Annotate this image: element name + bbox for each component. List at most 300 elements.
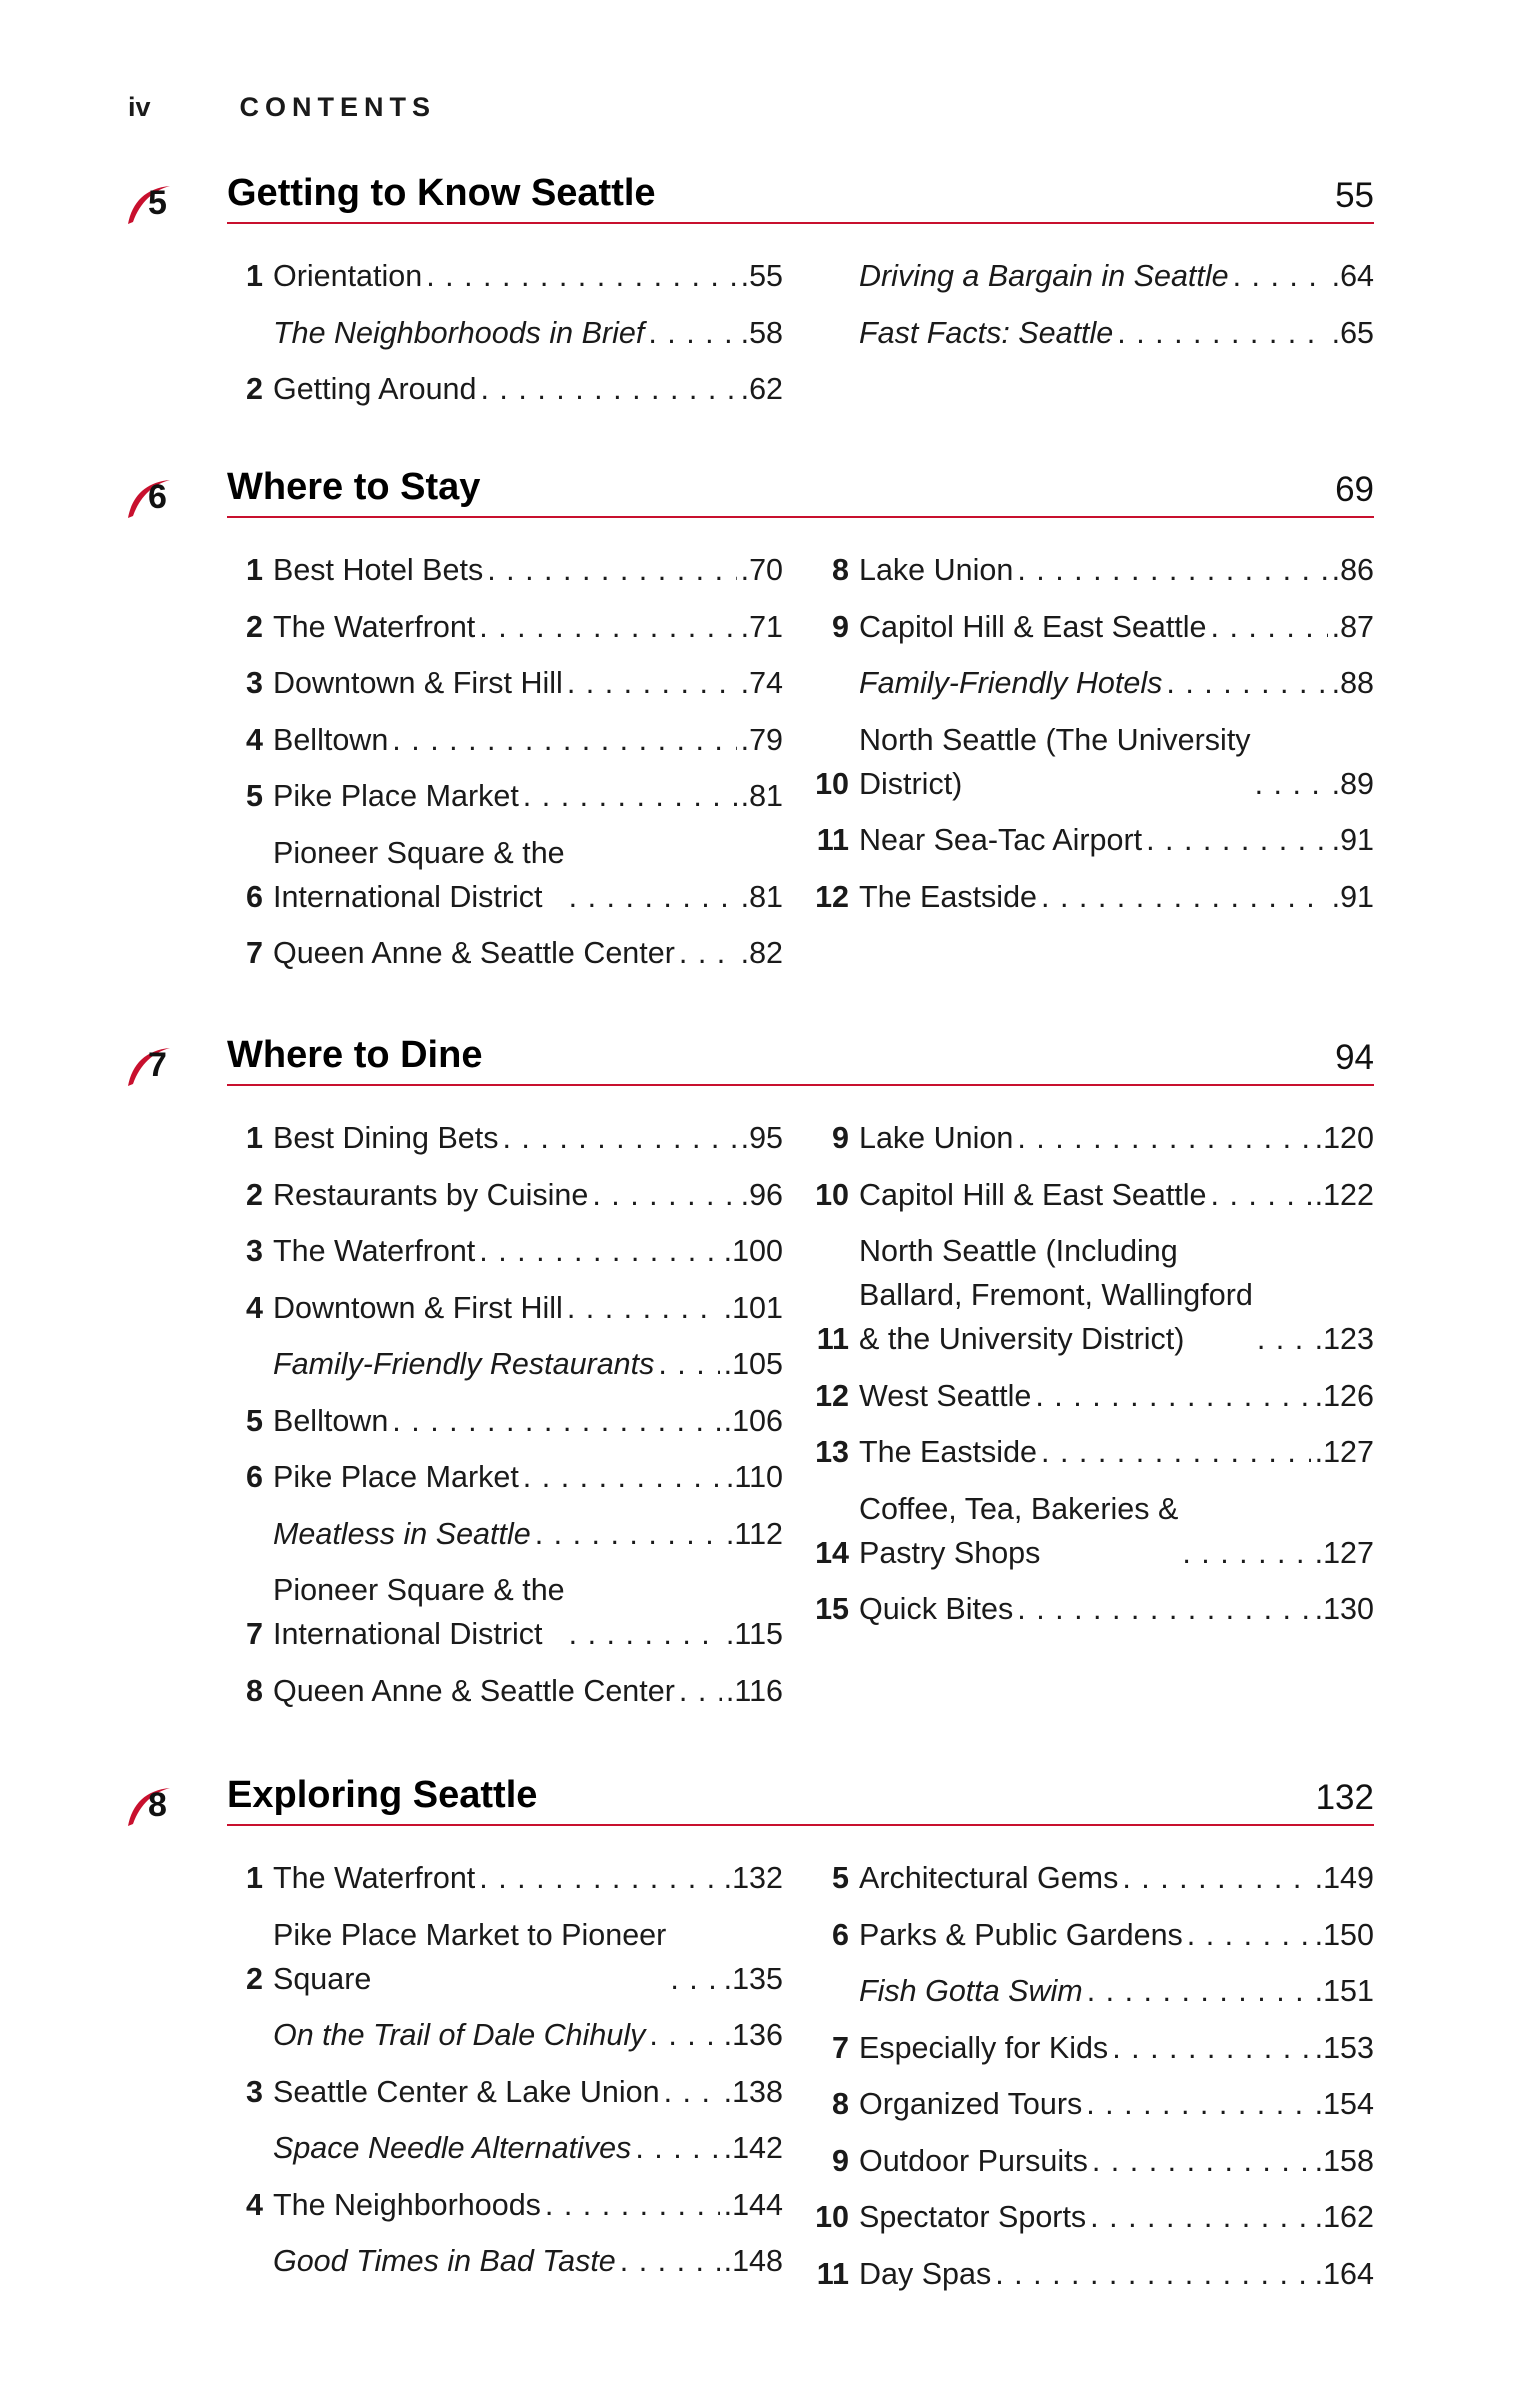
dot-leader	[1187, 1913, 1311, 1957]
entry-body	[273, 2239, 783, 2283]
entry-label: Near Sea-Tac Airport	[859, 823, 1143, 857]
entry-label: Organized Tours	[859, 2087, 1083, 2121]
dot-leader	[569, 1612, 722, 1656]
entry-label: Coffee, Tea, Bakeries & Pastry Shops	[859, 1491, 1179, 1570]
entry-number: 4	[246, 722, 263, 757]
entry-number: 12	[815, 1378, 849, 1413]
entry-body	[273, 1568, 783, 1656]
entry-number: 7	[246, 1617, 263, 1651]
toc-entry[interactable]	[227, 367, 783, 411]
toc-entry[interactable]	[813, 1587, 1374, 1631]
toc-entry[interactable]	[227, 1455, 783, 1499]
entry-body	[859, 2252, 1374, 2296]
chapter-number: 7	[148, 1046, 167, 1084]
toc-entry[interactable]	[813, 605, 1374, 649]
entry-number: 13	[815, 1435, 849, 1469]
dot-leader	[1090, 2195, 1310, 2239]
entry-body	[273, 1669, 783, 1713]
entry-label: Spectator Sports	[859, 2200, 1087, 2234]
toc-entry[interactable]	[813, 818, 1374, 862]
dot-leader	[567, 1286, 720, 1330]
entry-label: Outdoor Pursuits	[859, 2143, 1088, 2178]
dot-leader	[1041, 1430, 1311, 1474]
entry-number: 6	[246, 1460, 263, 1494]
toc-entry[interactable]	[813, 875, 1374, 919]
dot-leader	[523, 774, 737, 818]
toc-entry[interactable]	[813, 2252, 1374, 2296]
entry-label: Especially for Kids	[859, 2030, 1109, 2065]
entry-page-number: .153	[1314, 2030, 1374, 2065]
entry-label: Meatless in Seattle	[273, 1516, 531, 1551]
entry-number: 3	[246, 2074, 263, 2109]
toc-sidebar-entry[interactable]	[227, 1342, 783, 1386]
entry-body	[859, 2082, 1374, 2126]
chapter-number: 8	[148, 1786, 167, 1824]
entry-number: 9	[832, 1121, 849, 1155]
dot-leader	[1017, 548, 1327, 592]
toc-column-right	[813, 254, 1374, 424]
entry-page-number: .71	[740, 609, 783, 644]
toc-columns	[227, 254, 1374, 424]
toc-entry[interactable]	[227, 254, 783, 298]
toc-sidebar-entry[interactable]	[227, 311, 783, 355]
entry-label: Capitol Hill & East Seattle	[859, 609, 1207, 644]
entry-label: The Waterfront	[273, 609, 476, 644]
entry-label: Belltown	[273, 722, 389, 757]
dot-leader	[480, 367, 736, 411]
toc-entry[interactable]	[227, 1399, 783, 1443]
toc-entry[interactable]	[813, 1173, 1374, 1217]
entry-number: 4	[246, 2187, 263, 2222]
entry-label: Downtown & First Hill	[273, 1290, 563, 1325]
toc-sidebar-entry[interactable]	[813, 311, 1374, 355]
entry-label: The Waterfront	[273, 1234, 476, 1268]
entry-page-number: .127	[1314, 1535, 1374, 1570]
toc-entry[interactable]	[227, 931, 783, 975]
entry-body	[859, 1374, 1374, 1418]
dot-leader	[1112, 2026, 1310, 2070]
chapter-number: 5	[148, 184, 167, 222]
entry-number: 6	[832, 1917, 849, 1952]
chapter-title[interactable]: Getting to Know Seattle	[227, 172, 656, 214]
entry-label: Family-Friendly Restaurants	[273, 1347, 655, 1381]
dot-leader	[1117, 311, 1327, 355]
entry-body	[859, 1487, 1374, 1575]
chapter-title[interactable]: Where to Dine	[227, 1034, 483, 1076]
entry-label: Good Times in Bad Taste	[273, 2244, 616, 2278]
entry-body	[859, 1969, 1374, 2013]
entry-body	[273, 2070, 783, 2114]
entry-page-number: .105	[723, 1347, 783, 1381]
toc-entry[interactable]	[227, 605, 783, 649]
entry-label: Architectural Gems	[859, 1861, 1119, 1895]
entry-body	[859, 548, 1374, 592]
entry-page-number: .162	[1314, 2200, 1374, 2234]
dot-leader	[1211, 1173, 1311, 1217]
entry-body	[273, 2126, 783, 2170]
chapter-5-section	[124, 168, 1374, 424]
entry-body	[859, 605, 1374, 649]
toc-column-left	[227, 1856, 783, 2308]
entry-number: 10	[815, 766, 849, 801]
entry-number: 2	[246, 609, 263, 644]
toc-columns	[227, 548, 1374, 988]
entry-label: Pike Place Market	[273, 1460, 519, 1494]
entry-body	[859, 1856, 1374, 1900]
entry-number: 8	[832, 2087, 849, 2121]
entry-page-number: .144	[723, 2187, 783, 2222]
entry-page-number: .150	[1314, 1917, 1374, 1952]
entry-page-number: .55	[740, 259, 783, 293]
entry-page-number: .70	[740, 553, 783, 587]
chapter-page-number: 69	[1335, 470, 1374, 509]
dot-leader	[1122, 1856, 1310, 1900]
entry-label: The Neighborhoods	[273, 2187, 541, 2222]
entry-number: 11	[816, 1322, 849, 1356]
dot-leader	[1017, 1587, 1310, 1631]
toc-entry[interactable]	[227, 1669, 783, 1713]
entry-body	[273, 718, 783, 762]
entry-page-number: .100	[723, 1234, 783, 1268]
entry-label: Space Needle Alternatives	[273, 2131, 632, 2165]
toc-entry[interactable]	[227, 661, 783, 705]
toc-columns	[227, 1116, 1374, 1725]
entry-page-number: .138	[723, 2074, 783, 2109]
dot-leader	[479, 1856, 719, 1900]
entry-label: North Seattle (Including Ballard, Fremont, Wallingford & the University District)	[859, 1234, 1253, 1356]
entry-body	[273, 605, 783, 649]
toc-sidebar-entry[interactable]	[813, 661, 1374, 705]
toc-entry[interactable]	[227, 1173, 783, 1217]
entry-body	[273, 1173, 783, 1217]
toc-entry[interactable]	[227, 2070, 783, 2114]
entry-page-number: .91	[1331, 823, 1374, 857]
entry-body	[273, 774, 783, 818]
dot-leader	[1041, 875, 1328, 919]
entry-page-number: .126	[1314, 1378, 1374, 1413]
chapter-header	[124, 1030, 1374, 1096]
toc-sidebar-entry[interactable]	[227, 1512, 783, 1556]
entry-label: Getting Around	[273, 372, 477, 406]
dot-leader	[995, 2252, 1310, 2296]
entry-body	[273, 1116, 783, 1160]
entry-body	[859, 254, 1374, 298]
dot-leader	[426, 254, 736, 298]
dot-leader	[1035, 1374, 1310, 1418]
toc-sidebar-entry[interactable]	[227, 2013, 783, 2057]
entry-page-number: .95	[740, 1121, 783, 1155]
dot-leader	[1233, 254, 1328, 298]
toc-column-left	[227, 548, 783, 988]
entry-label: Seattle Center & Lake Union	[273, 2074, 660, 2109]
toc-entry[interactable]	[227, 831, 783, 919]
chapter-title[interactable]: Where to Stay	[227, 466, 481, 508]
entry-label: Orientation	[273, 259, 423, 293]
entry-page-number: .115	[725, 1617, 783, 1651]
dot-leader	[635, 2126, 719, 2170]
entry-body	[273, 831, 783, 919]
dot-leader	[670, 1957, 719, 2001]
entry-body	[273, 931, 783, 975]
toc-entry[interactable]	[227, 1913, 783, 2001]
entry-label: The Neighborhoods in Brief	[273, 315, 645, 350]
dot-leader	[523, 1455, 722, 1499]
dot-leader	[1146, 818, 1328, 862]
dot-leader	[487, 548, 736, 592]
chapter-header	[124, 1770, 1374, 1836]
dot-leader	[658, 1342, 719, 1386]
entry-number: 2	[246, 1961, 263, 1996]
entry-page-number: .81	[740, 779, 783, 813]
toc-entry[interactable]	[227, 774, 783, 818]
dot-leader	[620, 2239, 720, 2283]
toc-columns	[227, 1856, 1374, 2308]
entry-body	[859, 2139, 1374, 2183]
entry-page-number: .82	[740, 936, 783, 970]
entry-label: Quick Bites	[859, 1592, 1014, 1626]
entry-page-number: .87	[1331, 609, 1374, 644]
entry-label: Queen Anne & Seattle Center	[273, 936, 675, 970]
entry-body	[273, 1229, 783, 1273]
entry-label: Lake Union	[859, 1121, 1014, 1155]
entry-number: 15	[815, 1592, 849, 1626]
chapter-page-number: 132	[1315, 1778, 1374, 1817]
chapter-page-number: 94	[1335, 1038, 1374, 1077]
entry-page-number: .79	[740, 722, 783, 757]
entry-body	[273, 2183, 783, 2227]
chapter-page-number: 55	[1335, 176, 1374, 215]
dot-leader	[1086, 2082, 1310, 2126]
toc-entry[interactable]	[813, 1374, 1374, 1418]
entry-body	[273, 1286, 783, 1330]
toc-column-right	[813, 548, 1374, 988]
toc-entry[interactable]	[227, 1286, 783, 1330]
toc-entry[interactable]	[227, 718, 783, 762]
toc-entry[interactable]	[813, 1229, 1374, 1361]
toc-sidebar-entry[interactable]	[813, 254, 1374, 298]
entry-page-number: .112	[725, 1516, 783, 1551]
entry-page-number: .64	[1331, 259, 1374, 293]
entry-page-number: .120	[1314, 1121, 1374, 1155]
chapter-rule	[227, 1084, 1374, 1086]
toc-entry[interactable]	[227, 2183, 783, 2227]
toc-sidebar-entry[interactable]	[227, 2126, 783, 2170]
entry-body	[273, 2013, 783, 2057]
entry-number: 12	[815, 879, 849, 914]
chapter-header	[124, 168, 1374, 234]
toc-column-left	[227, 1116, 783, 1725]
entry-body	[859, 1430, 1374, 1474]
entry-body	[859, 1587, 1374, 1631]
toc-entry[interactable]	[813, 1856, 1374, 1900]
entry-number: 5	[246, 1403, 263, 1438]
entry-number: 7	[246, 936, 263, 970]
toc-entry[interactable]	[813, 2139, 1374, 2183]
chapter-6-section	[124, 462, 1374, 988]
entry-body	[859, 875, 1374, 919]
toc-sidebar-entry[interactable]	[813, 1969, 1374, 2013]
entry-number: 10	[815, 1177, 849, 1212]
entry-body	[859, 1913, 1374, 1957]
dot-leader	[569, 875, 737, 919]
entry-page-number: .110	[725, 1460, 783, 1494]
dot-leader	[1087, 1969, 1311, 2013]
entry-label: North Seattle (The University District)	[859, 722, 1251, 801]
entry-label: Pike Place Market to Pioneer Square	[273, 1917, 667, 1996]
dot-leader	[592, 1173, 736, 1217]
entry-page-number: .149	[1314, 1861, 1374, 1895]
toc-entry[interactable]	[227, 1568, 783, 1656]
entry-number: 3	[246, 666, 263, 700]
toc-entry[interactable]	[227, 1229, 783, 1273]
entry-body	[273, 548, 783, 592]
toc-entry[interactable]	[813, 2026, 1374, 2070]
toc-entry[interactable]	[813, 2195, 1374, 2239]
chapter-rule	[227, 222, 1374, 224]
entry-page-number: .81	[740, 879, 783, 914]
dot-leader	[1166, 661, 1327, 705]
entry-number: 4	[246, 1290, 263, 1325]
toc-entry[interactable]	[227, 1116, 783, 1160]
chapter-rule	[227, 516, 1374, 518]
entry-number: 1	[246, 553, 263, 587]
toc-entry[interactable]	[813, 548, 1374, 592]
chapter-8-section	[124, 1770, 1374, 2308]
entry-label: The Eastside	[859, 879, 1038, 914]
entry-number: 5	[246, 779, 263, 813]
toc-entry[interactable]	[813, 2082, 1374, 2126]
entry-label: Fast Facts: Seattle	[859, 315, 1114, 350]
toc-entry[interactable]	[813, 1116, 1374, 1160]
entry-body	[859, 718, 1374, 806]
entry-label: Best Hotel Bets	[273, 553, 484, 587]
entry-body	[273, 661, 783, 705]
toc-column-left	[227, 254, 783, 424]
entry-page-number: .127	[1314, 1435, 1374, 1469]
toc-entry[interactable]	[813, 718, 1374, 806]
toc-column-right	[813, 1856, 1374, 2308]
entry-label: Pioneer Square & the International District	[273, 1573, 565, 1651]
entry-page-number: .101	[723, 1290, 783, 1325]
entry-page-number: .106	[723, 1403, 783, 1438]
entry-label: Restaurants by Cuisine	[273, 1177, 589, 1212]
dot-leader	[664, 2070, 720, 2114]
entry-page-number: .130	[1314, 1592, 1374, 1626]
entry-label: Family-Friendly Hotels	[859, 666, 1163, 700]
entry-number: 1	[246, 1121, 263, 1155]
dot-leader	[649, 2013, 719, 2057]
entry-page-number: .154	[1314, 2087, 1374, 2121]
dot-leader	[502, 1116, 736, 1160]
dot-leader	[535, 1512, 722, 1556]
entry-number: 5	[832, 1861, 849, 1895]
entry-number: 2	[246, 1177, 263, 1212]
entry-page-number: .96	[740, 1177, 783, 1212]
entry-number: 9	[832, 2143, 849, 2178]
entry-body	[859, 2026, 1374, 2070]
entry-page-number: .158	[1314, 2143, 1374, 2178]
toc-column-right	[813, 1116, 1374, 1725]
entry-label: The Waterfront	[273, 1861, 476, 1895]
dot-leader	[1182, 1531, 1310, 1575]
entry-page-number: .74	[740, 666, 783, 700]
chapter-number-badge	[124, 182, 180, 226]
entry-body	[273, 1399, 783, 1443]
entry-label: West Seattle	[859, 1378, 1032, 1413]
entry-page-number: .142	[723, 2131, 783, 2165]
toc-entry[interactable]	[227, 548, 783, 592]
entry-label: The Eastside	[859, 1435, 1038, 1469]
dot-leader	[567, 661, 737, 705]
dot-leader	[1211, 605, 1328, 649]
dot-leader	[479, 605, 736, 649]
entry-label: Fish Gotta Swim	[859, 1974, 1083, 2008]
entry-body	[859, 1173, 1374, 1217]
entry-label: Queen Anne & Seattle Center	[273, 1673, 675, 1708]
dot-leader	[479, 1229, 719, 1273]
toc-entry[interactable]	[227, 1856, 783, 1900]
entry-label: Parks & Public Gardens	[859, 1917, 1183, 1952]
dot-leader	[1092, 2139, 1311, 2183]
entry-number: 14	[815, 1535, 849, 1570]
running-head-title: CONTENTS	[239, 92, 437, 122]
chapter-number-badge	[124, 1784, 180, 1828]
dot-leader	[545, 2183, 720, 2227]
entry-number: 11	[816, 2256, 849, 2291]
toc-sidebar-entry[interactable]	[227, 2239, 783, 2283]
entry-body	[273, 1913, 783, 2001]
entry-body	[859, 311, 1374, 355]
page-folio: iv	[128, 92, 151, 122]
dot-leader	[648, 311, 736, 355]
entry-label: Downtown & First Hill	[273, 666, 563, 700]
chapter-title[interactable]: Exploring Seattle	[227, 1774, 538, 1816]
dot-leader	[1257, 1317, 1311, 1361]
entry-body	[273, 1512, 783, 1556]
entry-page-number: .164	[1314, 2256, 1374, 2291]
entry-label: Capitol Hill & East Seattle	[859, 1177, 1207, 1212]
chapter-number: 6	[148, 478, 167, 516]
running-head	[128, 92, 436, 123]
entry-number: 9	[832, 609, 849, 644]
entry-page-number: .89	[1331, 766, 1374, 801]
entry-label: Pike Place Market	[273, 779, 519, 813]
entry-body	[273, 1455, 783, 1499]
entry-number: 10	[815, 2200, 849, 2234]
entry-number: 2	[246, 372, 263, 406]
entry-body	[273, 1856, 783, 1900]
toc-entry[interactable]	[813, 1487, 1374, 1575]
dot-leader	[392, 718, 736, 762]
chapter-7-section	[124, 1030, 1374, 1725]
entry-page-number: .135	[723, 1961, 783, 1996]
entry-page-number: .116	[725, 1673, 783, 1708]
entry-body	[859, 1229, 1374, 1361]
entry-page-number: .123	[1314, 1322, 1374, 1356]
dot-leader	[392, 1399, 719, 1443]
dot-leader	[679, 931, 737, 975]
entry-number: 1	[246, 259, 263, 293]
entry-label: Belltown	[273, 1403, 389, 1438]
entry-label: Best Dining Bets	[273, 1121, 499, 1155]
entry-number: 7	[832, 2030, 849, 2065]
toc-entry[interactable]	[813, 1913, 1374, 1957]
entry-body	[273, 254, 783, 298]
entry-page-number: .151	[1314, 1974, 1374, 2008]
entry-page-number: .91	[1331, 879, 1374, 914]
entry-page-number: .132	[723, 1861, 783, 1895]
toc-entry[interactable]	[813, 1430, 1374, 1474]
